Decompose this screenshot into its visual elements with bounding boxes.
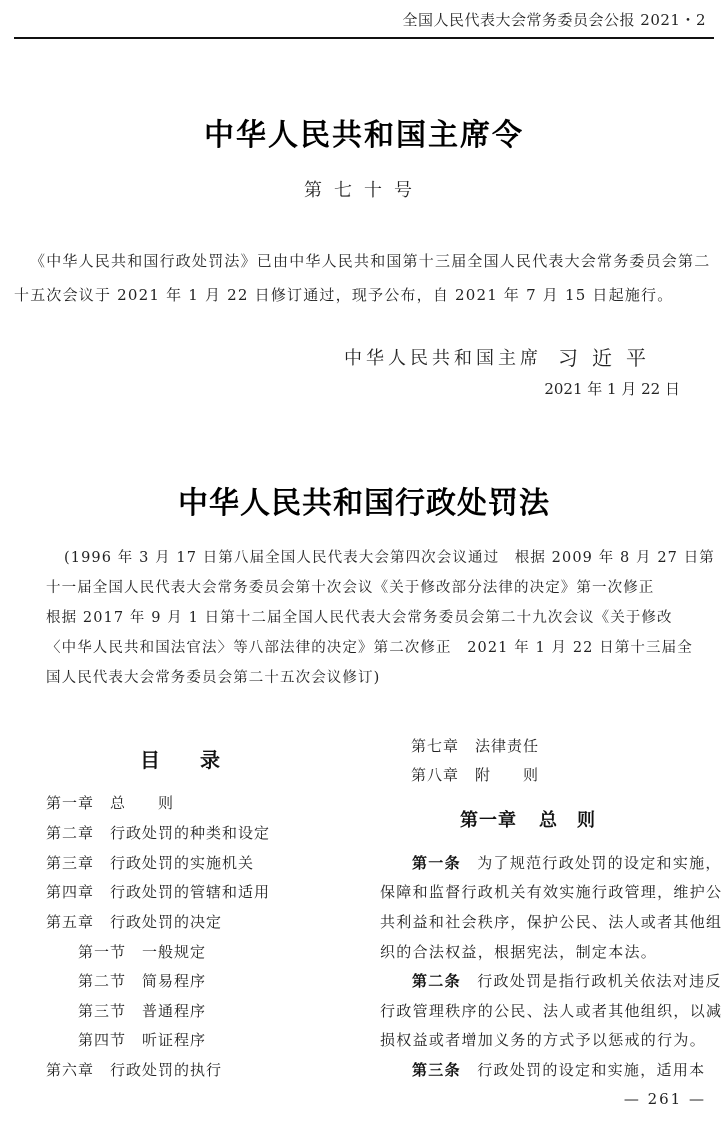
signer-name: 习近平 <box>558 346 660 370</box>
toc-item-label: 简易程序 <box>142 972 207 990</box>
toc-item-label: 总 则 <box>110 794 175 812</box>
toc-subitem <box>78 1029 206 1050</box>
law-history-line: 十一届全国人民代表大会常务委员会第十次会议《关于修改部分法律的决定》第一次修正 <box>46 580 655 596</box>
toc-item <box>46 822 270 843</box>
law-history-line: 根据 2017 年 9 月 1 日第十二届全国人民代表大会常务委员会第二十九次会议《关于修改 <box>46 610 673 626</box>
article-line: 损权益或者增加义务的方式予以惩戒的行为。 <box>380 1031 707 1049</box>
toc-item-number: 第六章 <box>46 1061 95 1079</box>
article-line <box>412 1059 705 1080</box>
toc-item <box>411 764 539 785</box>
law-history-line: (1996 年 3 月 17 日第八届全国人民代表大会第四次会议通过 根据 2009 年 8 月 27 日第 <box>64 550 715 566</box>
toc-item-number: 第二章 <box>46 824 95 842</box>
article-line: 共利益和社会秩序，保护公民、法人或者其他组 <box>380 913 723 931</box>
order-body-line-2: 十五次会议于 2021 年 1 月 22 日修订通过，现予公布，自 2021 年 7 月 15 日起施行。 <box>14 286 674 304</box>
toc-item <box>46 852 254 873</box>
toc-item-number: 第三节 <box>78 1002 127 1020</box>
journal-header: 全国人民代表大会常务委员会公报 2021・2 <box>402 11 706 29</box>
toc-item-label: 听证程序 <box>142 1031 207 1049</box>
article-label: 第三条 <box>412 1061 461 1079</box>
page-number: — 261 — <box>623 1090 706 1108</box>
toc-item-label: 行政处罚的种类和设定 <box>110 824 271 842</box>
order-title: 中华人民共和国主席令 <box>204 118 524 153</box>
article-line: 织的合法权益，根据宪法，制定本法。 <box>380 943 658 961</box>
article-text: 为了规范行政处罚的设定和实施， <box>477 854 722 872</box>
order-number: 第七十号 <box>304 180 424 201</box>
toc-item-number: 第七章 <box>411 737 460 755</box>
toc-item-number: 第八章 <box>411 766 460 784</box>
toc-item <box>46 792 174 813</box>
toc-item-number: 第三章 <box>46 854 95 872</box>
article-line <box>412 852 722 873</box>
toc-item-label: 行政处罚的执行 <box>110 1061 223 1079</box>
toc-item-label: 行政处罚的管辖和适用 <box>110 883 271 901</box>
toc-title: 目录 <box>140 748 260 772</box>
toc-item <box>411 735 539 756</box>
law-history-line: 〈中华人民共和国法官法〉等八部法律的决定》第二次修正 2021 年 1 月 22 日第十三届全 <box>46 640 693 656</box>
toc-item-number: 第一章 <box>46 794 95 812</box>
toc-item <box>46 1059 222 1080</box>
toc-item-number: 第四章 <box>46 883 95 901</box>
order-date: 2021 年 1 月 22 日 <box>544 380 680 398</box>
toc-item-label: 法律责任 <box>475 737 540 755</box>
chapter-number: 第一章 <box>460 810 517 831</box>
article-line <box>412 970 722 991</box>
toc-item-number: 第一节 <box>78 943 127 961</box>
toc-subitem <box>78 941 206 962</box>
article-text: 行政处罚的设定和实施，适用本 <box>477 1061 706 1079</box>
toc-item-number: 第五章 <box>46 913 95 931</box>
toc-subitem <box>78 1000 206 1021</box>
chapter-heading <box>460 806 596 832</box>
toc-item-label: 普通程序 <box>142 1002 207 1020</box>
toc-item-label: 行政处罚的实施机关 <box>110 854 255 872</box>
order-body-line-1: 《中华人民共和国行政处罚法》已由中华人民共和国第十三届全国人民代表大会常务委员会第二 <box>30 252 711 270</box>
chapter-title: 总 则 <box>539 810 596 831</box>
toc-subitem <box>78 970 206 991</box>
toc-item-number: 第二节 <box>78 972 127 990</box>
toc-item <box>46 911 222 932</box>
law-history-line: 国人民代表大会常务委员会第二十五次会议修订) <box>46 670 381 686</box>
toc-item <box>46 881 270 902</box>
header-divider <box>14 37 714 39</box>
article-label: 第二条 <box>412 972 461 990</box>
article-line: 保障和监督行政机关有效实施行政管理，维护公 <box>380 883 723 901</box>
toc-item-label: 一般规定 <box>142 943 207 961</box>
article-text: 行政处罚是指行政机关依法对违反 <box>477 972 722 990</box>
toc-item-number: 第四节 <box>78 1031 127 1049</box>
toc-item-label: 附 则 <box>475 766 540 784</box>
article-line: 行政管理秩序的公民、法人或者其他组织，以减 <box>380 1002 723 1020</box>
law-title: 中华人民共和国行政处罚法 <box>178 486 550 521</box>
article-label: 第一条 <box>412 854 461 872</box>
toc-item-label: 行政处罚的决定 <box>110 913 223 931</box>
signer-title: 中华人民共和国主席 <box>344 348 542 369</box>
